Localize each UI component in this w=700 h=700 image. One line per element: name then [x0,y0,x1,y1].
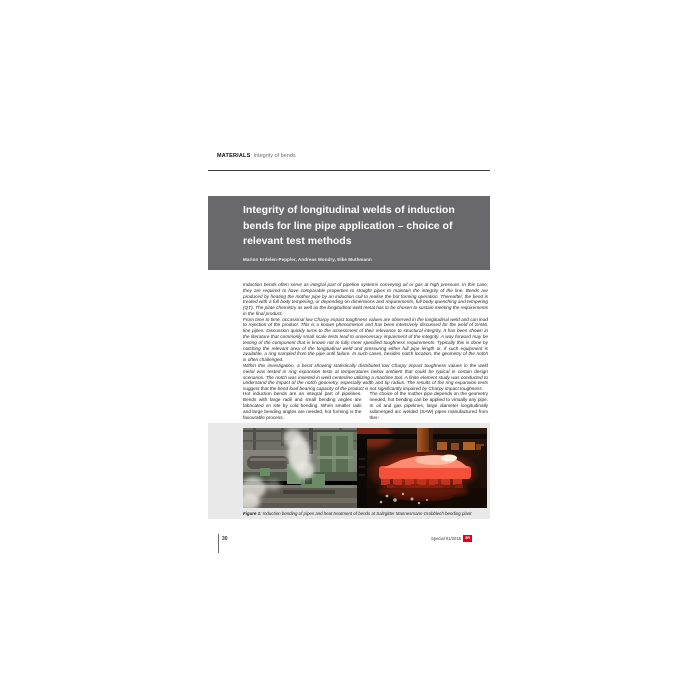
red-hot-bend-heat-treatment-photo [357,428,487,508]
figure-caption [243,511,489,516]
figure-photos [243,428,487,508]
header-rule [208,170,490,171]
figure-caption-text: Induction bending of pipes and heat treatment of bends at Salzgitter Mannesmann Grobblech bending plant [261,511,472,516]
title-banner [208,196,490,270]
article-authors: Marion Erdelen-Peppler, Andreas Mondry, Elke Muthmann [243,256,372,262]
abstract-paragraph: Within this investigation, a bend showing statistically distributed low Charpy impact toughness values in the weld metal was tested in ring expansion tests at temperatures below ambient that could be typical in certain design scenarios. The notch was inserted in weld centerline utilizing a machine tool. A finite element study was conducted to understand the impact of the notch geometry, especially width and tip radius. The results of the ring expansion tests suggest that the bend load bearing capacity of the product is not significantly impaired by Charpy impact toughness. [243,362,488,392]
article-title: Integrity of longitudinal welds of induction bends for line pipe application – choice of relevant test methods [243,204,455,247]
figure-panel [208,423,490,519]
abstract-paragraph: From time to time, occasional low Charpy impact toughness values are observed in the longitudinal weld and can lead to rejection of the product. This is a known phenomenon and has been intensively discussed for the weld of SAWL line pipes. Discussion quickly turns to the assessment of their relevance to structural integrity. It has been shown in the literature that commonly small scale tests lead to unnecessary impairment of the integrity. A way forward may be testing of the component that is known not to fully meet specified toughness requirements. Typically this is done by notching the relevant area of the longitudinal weld and pressuring either full pipe length or, if such equipment is available, a ring sampled from the pipe until failure. In such cases, besides notch location, the geometry of the notch is often challenged. [243,316,488,363]
body-column-right: The choice of the mother pipe depends on the geometry needed, hot bending can be applied to virtually any pipe. In oil and gas pipelines, large diameter longitudinally submerged arc welded (SAW) pipes manufactured from ther- [369,391,488,420]
body-column-left: Hot induction bends are an integral part of pipelines. Bends with large radii and small bending angles are fabricated on site by cold bending. When smaller radii and large bending angles are needed, hot forming is the favourable process. [243,391,362,420]
section-kicker [217,153,296,159]
figure-caption-label: Figure 1: [243,511,262,516]
induction-bending-machine-photo [243,428,357,508]
3r-journal-logo: 3R [464,535,471,541]
issue-label: Special 01/2015 [430,535,461,541]
footer-rule [218,534,219,553]
kicker-section-label: MATERIALS [217,153,251,159]
footer-right [392,535,472,542]
body-columns [243,391,488,421]
abstract [243,282,488,392]
abstract-paragraph: Induction bends often serve as integral part of pipeline systems conveying oil or gas at high pressure. In this case, they are required to have comparable properties to straight pipes to maintain the integrity of the line. Bends are produced by heating the mother pipe by an induction coil to realise the hot forming operation. Thereafter, the bend is treated with a full body tempering, or depending on dimensions and requirements, full body quenching and tempering (QT). The plate chemistry as well as the longitudinal weld metal has to be chosen to sustain meeting the requirements in the final product. [243,282,488,316]
page-number: 30 [222,536,228,542]
kicker-topic-label: Integrity of bends [253,153,296,159]
